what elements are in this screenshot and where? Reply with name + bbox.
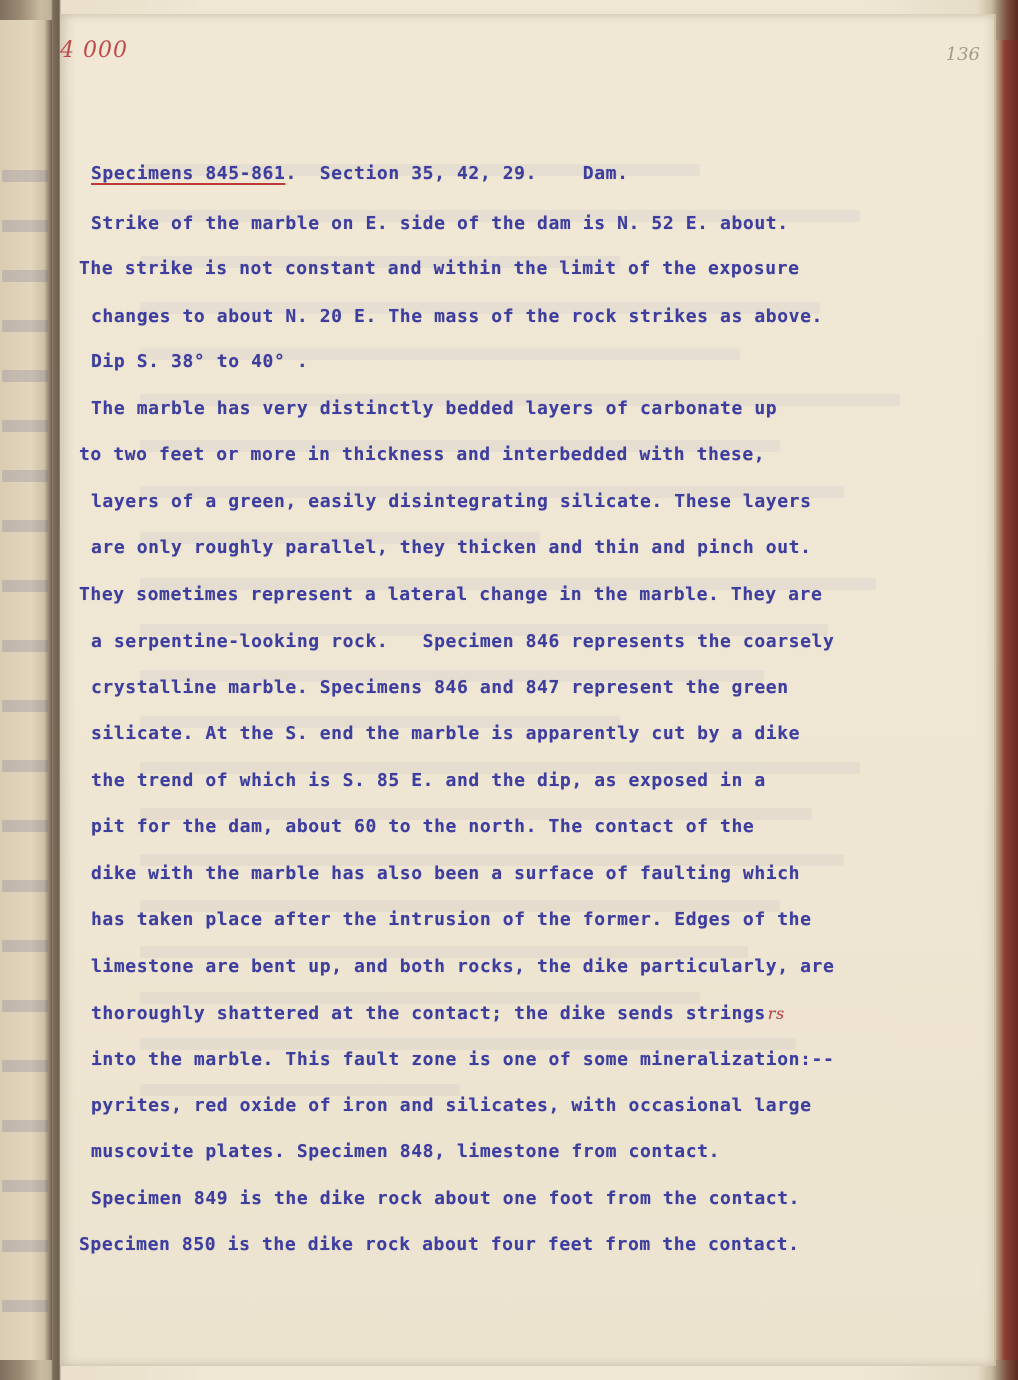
heading-line — [91, 163, 629, 185]
text-line: Specimen 850 is the dike rock about four feet from the contact. — [79, 1234, 800, 1255]
handwritten-correction: rs — [767, 1004, 785, 1023]
text-line: muscovite plates. Specimen 848, limestone from contact. — [91, 1141, 721, 1162]
page-number: 136 — [945, 44, 980, 65]
text-line: to two feet or more in thickness and interbedded with these, — [79, 444, 766, 465]
text-line: silicate. At the S. end the marble is apparently cut by a dike — [91, 723, 801, 744]
text-line: thoroughly shattered at the contact; the dike sends strings — [91, 1003, 766, 1024]
text-line: They sometimes represent a lateral change in the marble. They are — [79, 584, 823, 605]
text-line: the trend of which is S. 85 E. and the dip, as exposed in a — [91, 770, 766, 791]
text-line: layers of a green, easily disintegrating silicate. These layers — [91, 491, 812, 512]
text-line: crystalline marble. Specimens 846 and 847 represent the green — [91, 677, 789, 698]
pencil-annotation: 4 000 — [60, 38, 128, 63]
text-line: Dip S. 38° to 40° . — [91, 351, 309, 372]
text-line: The marble has very distinctly bedded layers of carbonate up — [91, 398, 778, 419]
text-line: changes to about N. 20 E. The mass of the rock strikes as above. — [91, 306, 823, 327]
text-line: are only roughly parallel, they thicken and thin and pinch out. — [91, 537, 812, 558]
text-line: Specimen 849 is the dike rock about one foot from the contact. — [91, 1188, 801, 1209]
text-line: into the marble. This fault zone is one of some mineralization:-- — [91, 1049, 835, 1070]
text-line-with-correction — [91, 1003, 785, 1025]
text-line: The strike is not constant and within the limit of the exposure — [79, 258, 800, 279]
text-line: dike with the marble has also been a surface of faulting which — [91, 863, 801, 884]
text-line: Strike of the marble on E. side of the dam is N. 52 E. about. — [91, 213, 789, 234]
heading-rest: . Section 35, 42, 29. Dam. — [285, 163, 629, 184]
text-line: has taken place after the intrusion of the former. Edges of the — [91, 909, 812, 930]
text-line: a serpentine-looking rock. Specimen 846 represents the coarsely — [91, 631, 835, 652]
text-line: pyrites, red oxide of iron and silicates, with occasional large — [91, 1095, 812, 1116]
heading-specimens: Specimens 845-861 — [91, 163, 286, 184]
text-line: pit for the dam, about 60 to the north. The contact of the — [91, 816, 755, 837]
text-line: limestone are bent up, and both rocks, the dike particularly, are — [91, 956, 835, 977]
